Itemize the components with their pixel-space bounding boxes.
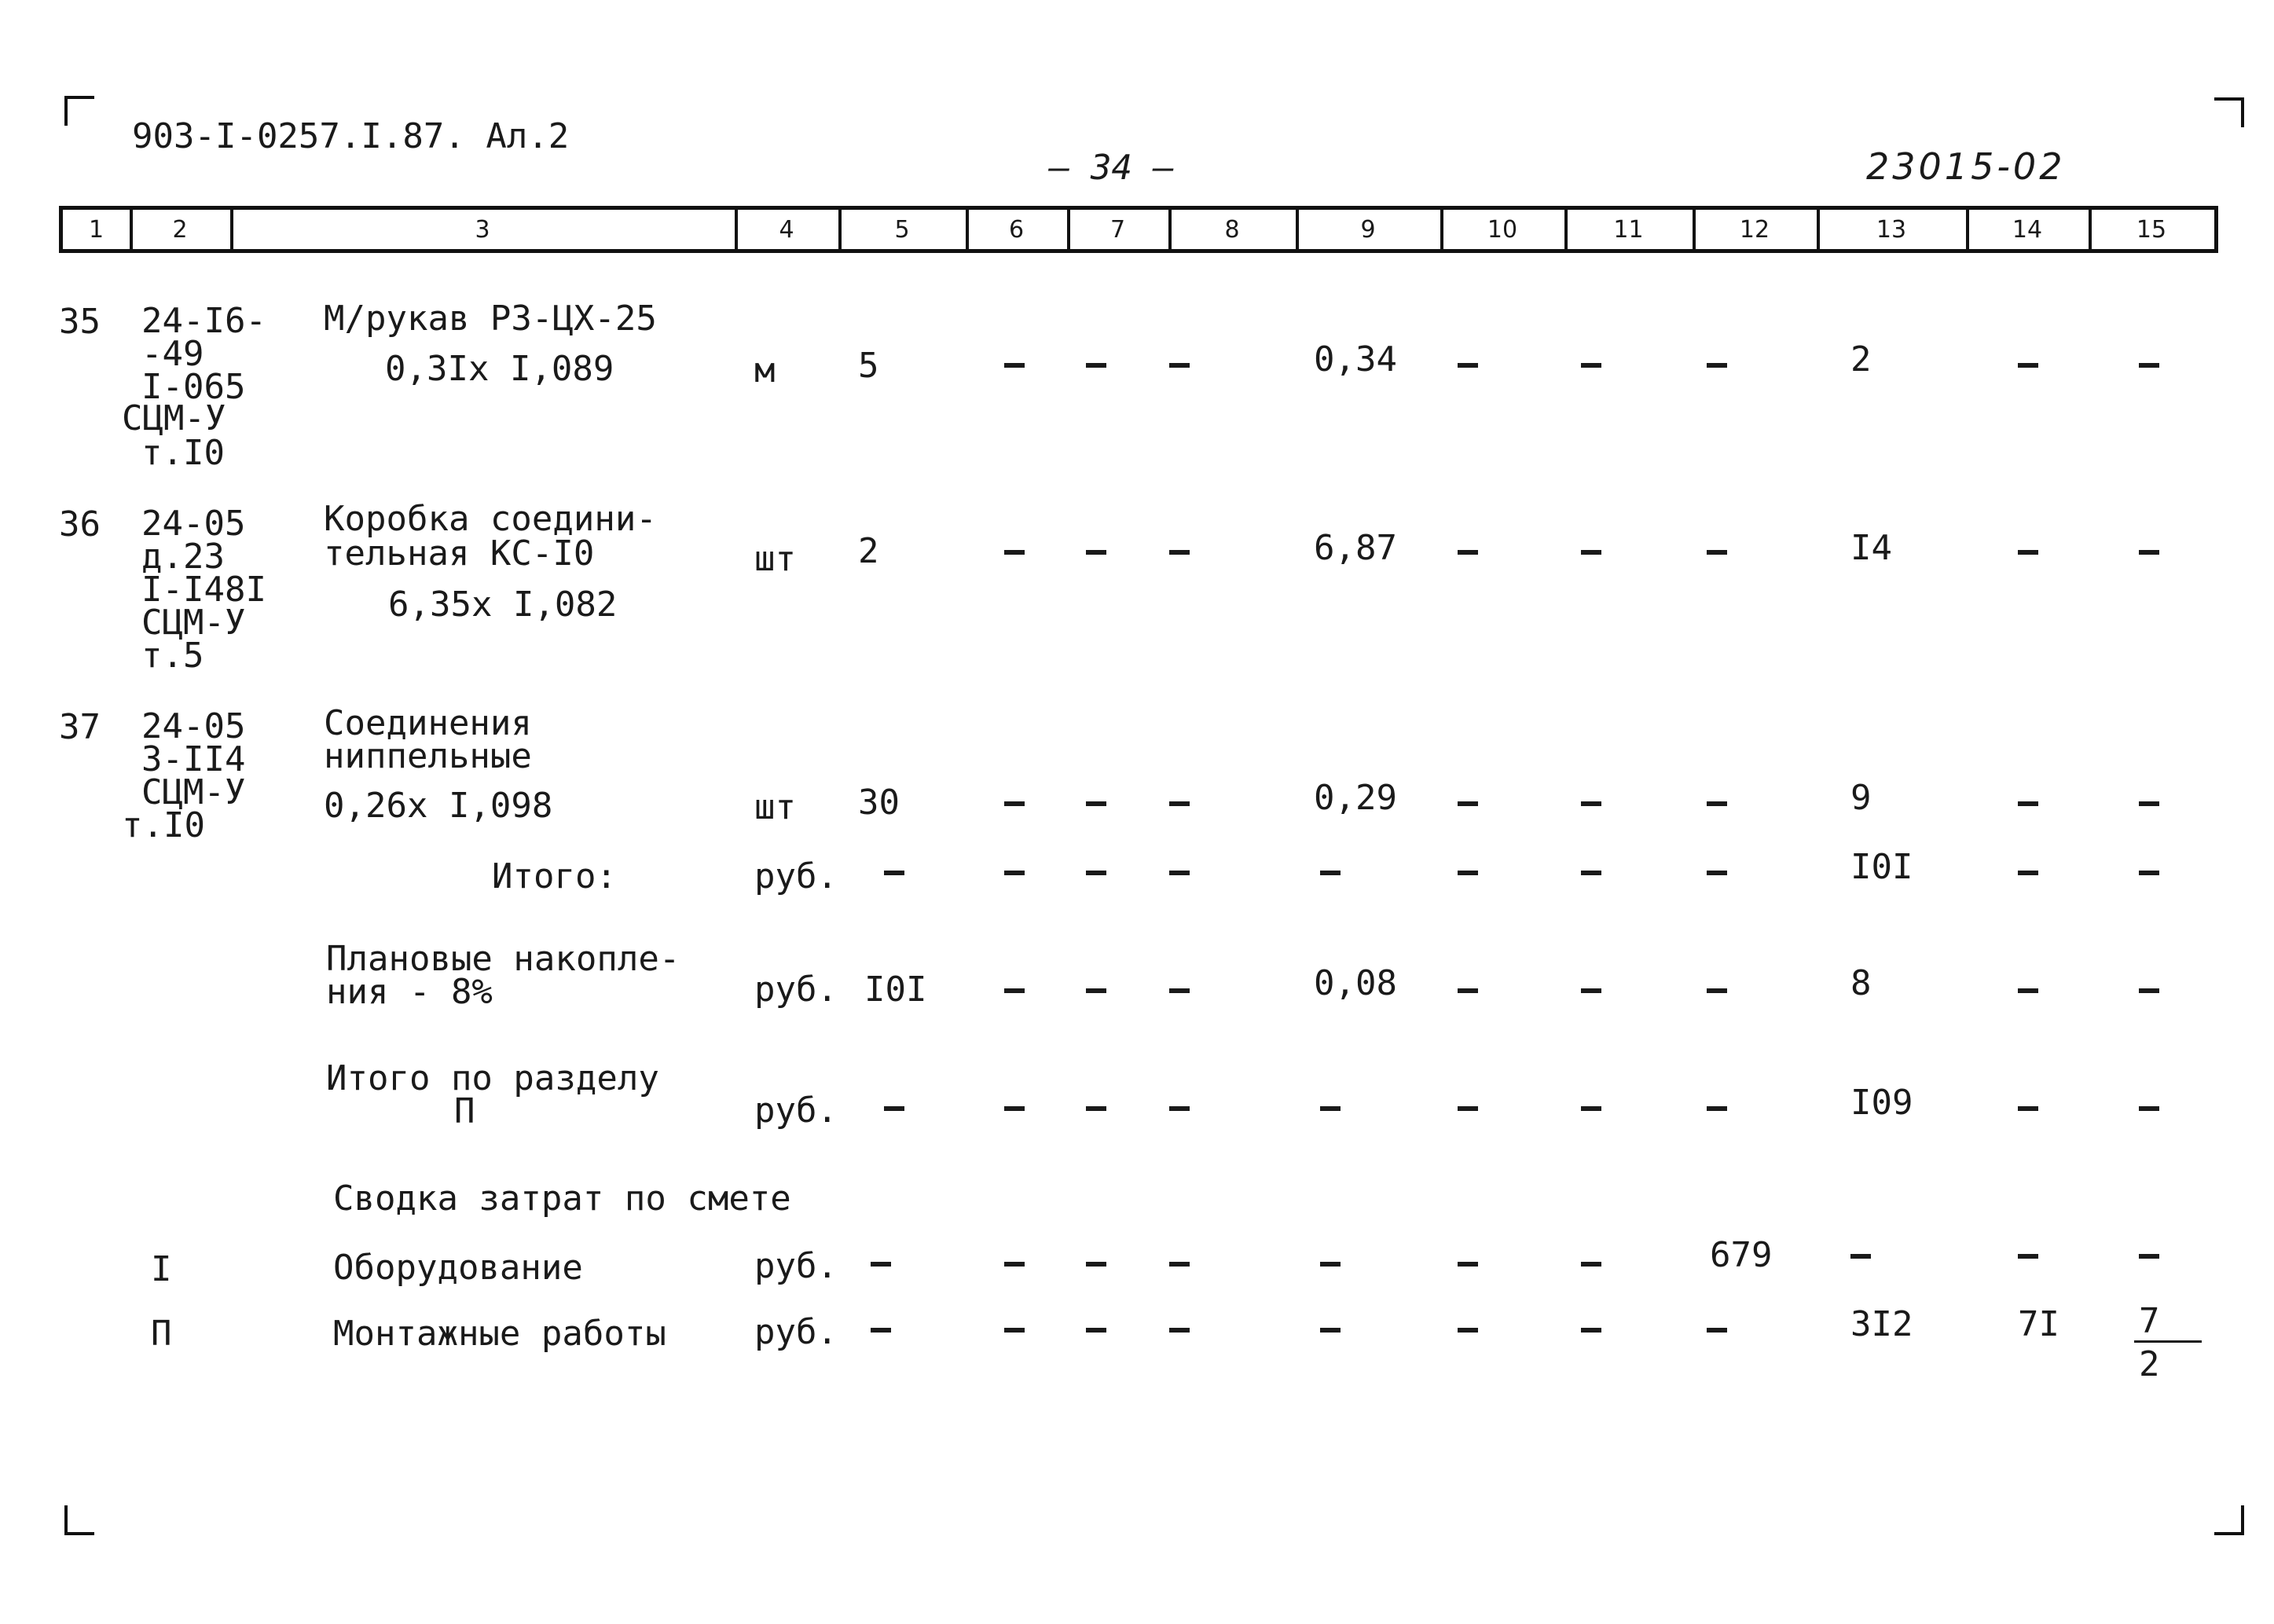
row-col9: 6,87	[1314, 528, 1397, 568]
dash	[1581, 871, 1601, 875]
dash	[1850, 1254, 1871, 1259]
row-name: Коробка соедини-	[324, 499, 657, 539]
dash	[884, 871, 904, 875]
summary-item-number: I	[151, 1249, 172, 1289]
row-col13: 9	[1850, 778, 1872, 818]
corner-mark-bottom-right	[2214, 1505, 2244, 1535]
plan-col9: 0,08	[1314, 963, 1397, 1003]
dash	[1004, 1106, 1025, 1111]
dash	[1169, 550, 1190, 555]
dash	[1581, 1262, 1601, 1267]
column-header-11: 11	[1613, 215, 1644, 244]
dash	[2018, 871, 2038, 875]
row-code: СЦМ-У	[141, 603, 246, 643]
section-total-label: Итого по разделу	[326, 1058, 659, 1098]
column-header-5: 5	[894, 215, 910, 244]
dash	[2018, 363, 2038, 368]
summary-item-name: Монтажные работы	[333, 1314, 666, 1354]
dash	[1320, 1328, 1341, 1333]
corner-mark-bottom-left	[64, 1505, 94, 1535]
itogo-unit: руб.	[754, 856, 838, 896]
dash	[1581, 1106, 1601, 1111]
fraction-numerator: 7	[2134, 1303, 2202, 1343]
dash	[1320, 871, 1341, 875]
summary-item-unit: руб.	[754, 1312, 838, 1352]
dash	[1458, 871, 1478, 875]
row-number: 35	[59, 302, 101, 342]
plan-label: Плановые накопле-	[326, 939, 680, 979]
dash	[1169, 363, 1190, 368]
dash	[2139, 1254, 2159, 1259]
dash	[1707, 363, 1727, 368]
row-code: 24-05	[141, 504, 246, 544]
column-header-10: 10	[1487, 215, 1518, 244]
column-header-3: 3	[475, 215, 490, 244]
dash	[1086, 871, 1106, 875]
dash	[1581, 363, 1601, 368]
dash	[1169, 988, 1190, 993]
dash	[1320, 1262, 1341, 1267]
column-header-4: 4	[779, 215, 794, 244]
dash	[2139, 988, 2159, 993]
row-col5: 5	[858, 346, 879, 386]
dash	[1086, 363, 1106, 368]
row-col5: 2	[858, 531, 879, 571]
summary-item-col12: 679	[1710, 1235, 1773, 1275]
dash	[2018, 1106, 2038, 1111]
dash	[1458, 550, 1478, 555]
corner-mark-top-left	[64, 96, 94, 126]
plan-label: ния - 8%	[326, 972, 493, 1012]
plan-unit: руб.	[754, 970, 838, 1010]
dash	[1458, 988, 1478, 993]
column-header-13: 13	[1876, 215, 1907, 244]
dash	[1707, 1328, 1727, 1333]
summary-item-name: Оборудование	[333, 1248, 583, 1288]
dash	[1086, 1106, 1106, 1111]
row-code: СЦМ-У	[122, 398, 226, 438]
dash	[1458, 801, 1478, 806]
dash	[1458, 363, 1478, 368]
row-col5: 30	[858, 783, 900, 823]
row-code: т.5	[141, 636, 204, 676]
row-code: 24-I6-	[141, 301, 266, 341]
row-name: М/рукав РЗ-ЦХ-25	[324, 299, 657, 339]
row-number: 37	[59, 707, 101, 747]
row-code: 3-II4	[141, 739, 246, 779]
row-code: I-065	[141, 367, 246, 407]
dash	[1004, 871, 1025, 875]
plan-col13: 8	[1850, 963, 1872, 1003]
dash	[2139, 801, 2159, 806]
row-code: т.I0	[141, 433, 225, 473]
dash	[1320, 1106, 1341, 1111]
column-header-9: 9	[1360, 215, 1376, 244]
column-header-2: 2	[172, 215, 188, 244]
dash	[1086, 988, 1106, 993]
dash	[2139, 550, 2159, 555]
row-code: д.23	[141, 537, 225, 577]
row-unit: шт	[754, 787, 796, 827]
dash	[1086, 1328, 1106, 1333]
column-header-1: 1	[88, 215, 105, 244]
itogo-label: Итого:	[492, 856, 617, 896]
dash	[1004, 988, 1025, 993]
column-header-14: 14	[2012, 215, 2043, 244]
summary-item-number: П	[151, 1314, 172, 1354]
dash	[1169, 1106, 1190, 1111]
dash	[1169, 871, 1190, 875]
row-unit: м	[754, 350, 776, 390]
dash	[2139, 871, 2159, 875]
itogo-col13: I0I	[1850, 847, 1913, 887]
row-code: -49	[141, 334, 204, 374]
summary-title: Сводка затрат по смете	[333, 1179, 791, 1219]
dash	[1086, 550, 1106, 555]
row-col9: 0,29	[1314, 778, 1397, 818]
dash	[1004, 801, 1025, 806]
summary-item-col13: 3I2	[1850, 1304, 1913, 1344]
dash	[1707, 1106, 1727, 1111]
sheet-number: 23015-02	[1866, 145, 2066, 188]
row-code: 24-05	[141, 706, 246, 746]
dash	[1458, 1328, 1478, 1333]
dash	[1004, 363, 1025, 368]
dash	[1169, 1262, 1190, 1267]
summary-item-col15-fraction	[2134, 1303, 2213, 1387]
section-total-label: П	[454, 1091, 475, 1131]
dash	[871, 1328, 891, 1333]
dash	[1004, 1328, 1025, 1333]
dash	[1707, 550, 1727, 555]
summary-item-unit: руб.	[754, 1246, 838, 1286]
summary-item-col14: 7I	[2018, 1304, 2059, 1344]
dash	[2139, 363, 2159, 368]
dash	[1707, 988, 1727, 993]
document-code: 903-I-0257.I.87. Ал.2	[132, 116, 570, 156]
row-unit: шт	[754, 539, 796, 579]
dash	[1169, 1328, 1190, 1333]
page-number: — 34 —	[1049, 148, 1174, 188]
dash	[871, 1262, 891, 1267]
column-header-12: 12	[1739, 215, 1770, 244]
row-calc: 6,35х I,082	[388, 585, 618, 625]
dash	[1086, 801, 1106, 806]
row-number: 36	[59, 504, 101, 544]
dash	[1581, 801, 1601, 806]
row-name: тельная КС-I0	[324, 533, 595, 574]
dash	[1004, 1262, 1025, 1267]
row-col9: 0,34	[1314, 339, 1397, 379]
dash	[1458, 1106, 1478, 1111]
row-name: Соединения	[324, 703, 532, 743]
corner-mark-top-right	[2214, 97, 2244, 127]
row-name: ниппельные	[324, 736, 532, 776]
dash	[2018, 801, 2038, 806]
dash	[1581, 988, 1601, 993]
row-code: СЦМ-У	[141, 772, 246, 812]
column-header-6: 6	[1008, 215, 1025, 244]
column-header-band	[59, 206, 2218, 253]
section-total-unit: руб.	[754, 1091, 838, 1131]
fraction-denominator: 2	[2139, 1344, 2160, 1384]
dash	[2018, 1254, 2038, 1259]
dash	[1458, 1262, 1478, 1267]
dash	[1169, 801, 1190, 806]
row-code: I-I48I	[141, 570, 266, 610]
dash	[1004, 550, 1025, 555]
dash	[1707, 871, 1727, 875]
row-col13: 2	[1850, 339, 1872, 379]
column-header-7: 7	[1109, 215, 1126, 244]
dash	[884, 1106, 904, 1111]
dash	[2139, 1106, 2159, 1111]
row-code: т.I0	[122, 805, 205, 845]
row-calc: 0,26х I,098	[324, 786, 553, 826]
row-col13: I4	[1850, 528, 1892, 568]
dash	[1086, 1262, 1106, 1267]
dash	[1581, 550, 1601, 555]
dash	[2018, 550, 2038, 555]
dash	[1581, 1328, 1601, 1333]
dash	[2018, 988, 2038, 993]
row-calc: 0,3Iх I,089	[385, 349, 614, 389]
column-header-15: 15	[2136, 215, 2167, 244]
column-header-8: 8	[1224, 215, 1240, 244]
dash	[1707, 801, 1727, 806]
plan-col5: I0I	[864, 970, 927, 1010]
section-total-col13: I09	[1850, 1083, 1913, 1123]
